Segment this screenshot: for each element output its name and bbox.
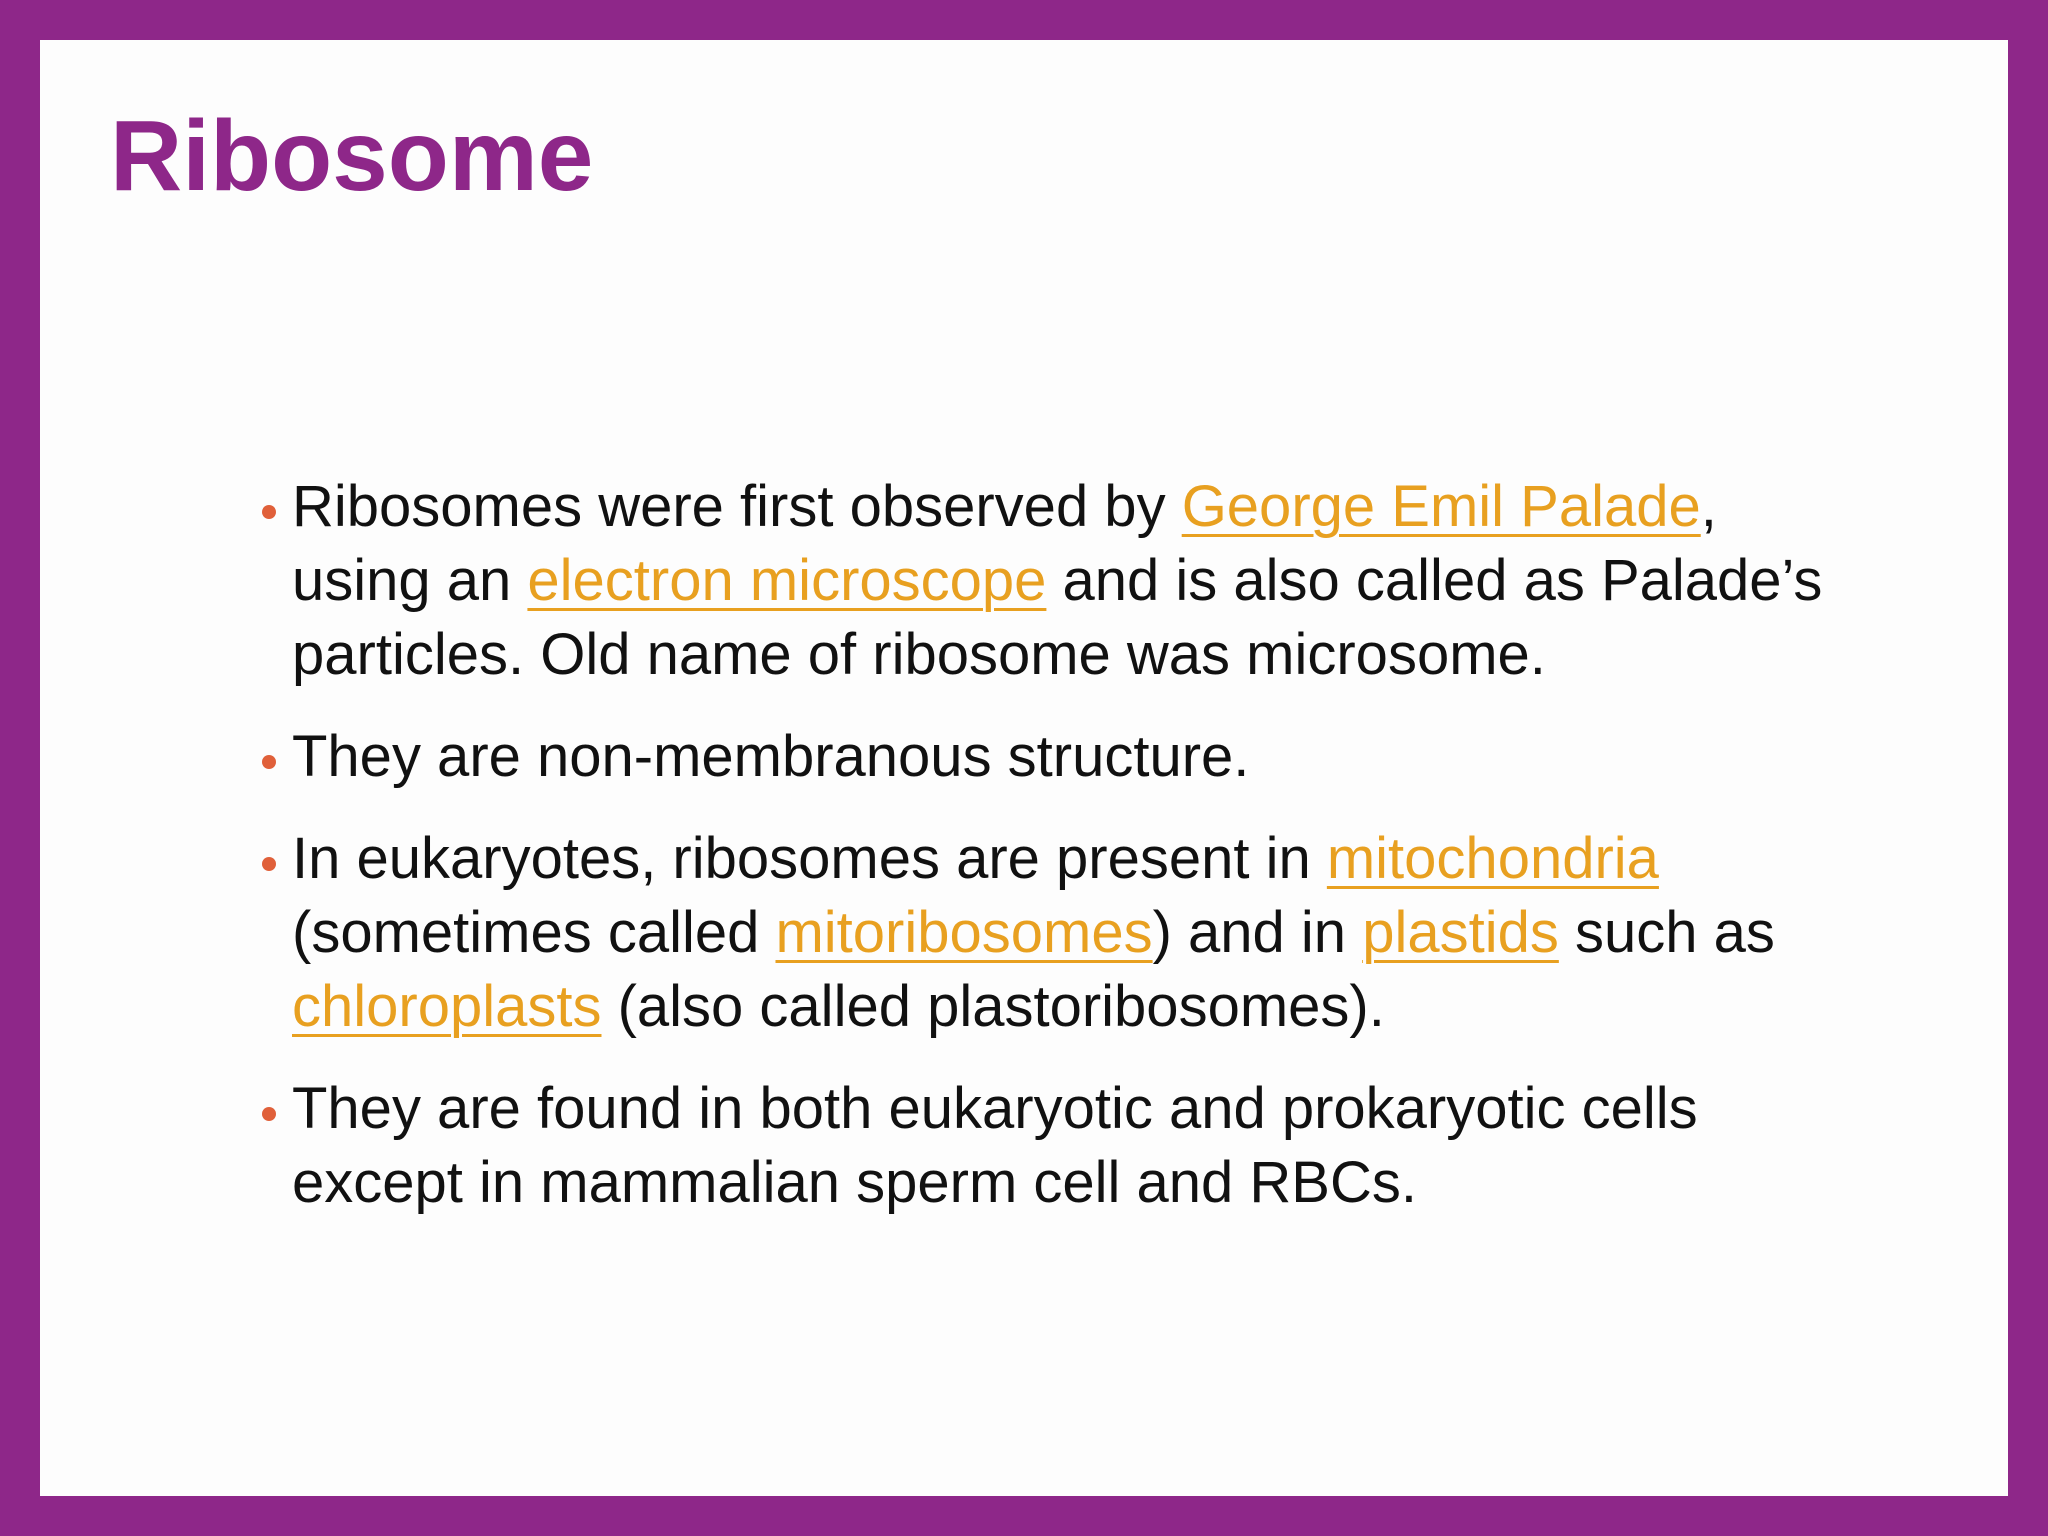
bullet-list [218,470,1858,1248]
slide-title: Ribosome [110,100,594,212]
link-mitoribosomes[interactable]: mitoribosomes [775,900,1153,965]
bullet-text: (also called plastoribosomes). [601,974,1385,1039]
bullet-dot-icon [262,857,276,871]
link-george-emil-palade[interactable]: George Emil Palade [1181,474,1701,539]
bullet-item [218,822,1852,1044]
bullet-dot-icon [262,1107,276,1121]
bullet-text: They are found in both eukaryotic and prokaryotic cells except in mammalian sperm cell and RBCs. [292,1076,1698,1215]
bullet-item [218,470,1852,692]
bullet-text: (sometimes called [292,900,776,965]
bullet-dot-icon [262,505,276,519]
link-electron-microscope[interactable]: electron microscope [527,548,1047,613]
bullet-item [218,720,1858,794]
bullet-text: , using an [292,474,1717,613]
link-plastids[interactable]: plastids [1362,900,1559,965]
link-mitochondria[interactable]: mitochondria [1326,826,1659,891]
bullet-text: They are non-membranous structure. [292,724,1250,789]
bullet-text: and is also called as Palade’s particles. Old name of ribosome was microsome. [292,548,1823,687]
link-chloroplasts[interactable]: chloroplasts [292,974,602,1039]
slide [40,40,2008,1496]
bullet-text: In eukaryotes, ribosomes are present in [292,826,1327,891]
bullet-dot-icon [262,755,276,769]
bullet-item [218,1072,1858,1220]
bullet-text: such as [1558,900,1775,965]
bullet-text: Ribosomes were first observed by [292,474,1182,539]
bullet-text: ) and in [1152,900,1363,965]
